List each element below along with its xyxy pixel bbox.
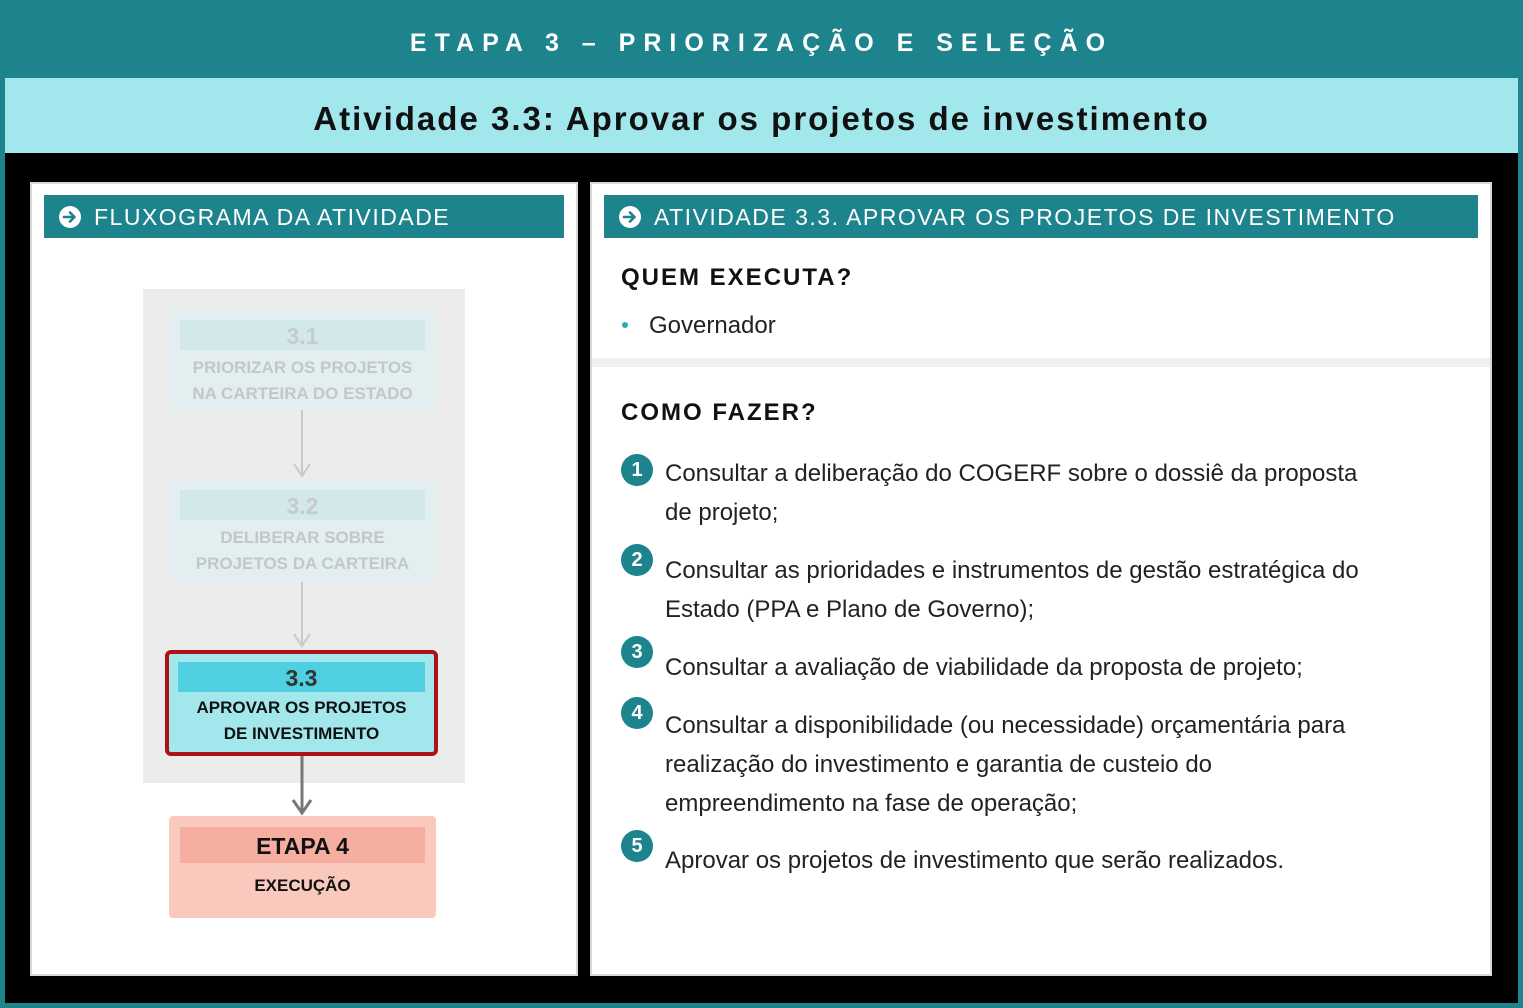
step-number-badge: 2 (621, 544, 653, 576)
step-text-line: Consultar as prioridades e instrumentos de gestão estratégica do (665, 557, 1359, 584)
stage-title: ETAPA 3 – PRIORIZAÇÃO E SELEÇÃO (5, 5, 1518, 78)
flow-step-number: 3.3 (178, 662, 425, 692)
bullet-icon (622, 322, 628, 328)
step-text-line: Consultar a disponibilidade (ou necessidade) orçamentária para (665, 712, 1346, 739)
flow-step-label-line1: PRIORIZAR OS PROJETOS (192, 358, 413, 377)
step-text-line: Consultar a avaliação de viabilidade da proposta de projeto; (665, 654, 1303, 681)
activity-details-header (604, 195, 1478, 238)
step-text (665, 551, 1475, 629)
arrow-right-circle-icon (619, 206, 641, 228)
activity-details-title: ATIVIDADE 3.3. APROVAR OS PROJETOS DE INVESTIMENTO (654, 204, 1396, 230)
flow-step-3-1 (169, 310, 436, 410)
slide-frame (5, 5, 1518, 1003)
flow-step-number: 3.1 (180, 320, 425, 350)
step-text (665, 648, 1475, 687)
step-text-line: empreendimento na fase de operação; (665, 790, 1078, 817)
flow-step-3-2 (169, 480, 436, 582)
activity-details-panel (590, 182, 1492, 976)
step-text (665, 706, 1475, 823)
flow-step-label-line2: NA CARTEIRA DO ESTADO (192, 384, 413, 403)
step-text-line: Aprovar os projetos de investimento que serão realizados. (665, 847, 1285, 874)
flowchart-panel (30, 182, 578, 976)
flow-step-label-line1: EXECUÇÃO (254, 876, 351, 895)
who-executes-heading: QUEM EXECUTA? (621, 264, 854, 291)
step-text-line: realização do investimento e garantia de custeio do (665, 751, 1213, 778)
activity-title: Atividade 3.3: Aprovar os projetos de investimento (5, 78, 1518, 153)
flow-step-label-line2: PROJETOS DA CARTEIRA (195, 554, 410, 573)
flow-step-label-line1: APROVAR OS PROJETOS (196, 698, 407, 717)
step-text-line: Estado (PPA e Plano de Governo); (665, 596, 1035, 623)
who-executes-item: Governador (649, 312, 776, 339)
step-number-badge: 4 (621, 697, 653, 729)
step-number-badge: 3 (621, 636, 653, 668)
step-text (665, 454, 1475, 532)
flowchart-panel-title: FLUXOGRAMA DA ATIVIDADE (94, 204, 451, 230)
step-text-line: de projeto; (665, 499, 779, 526)
step-text (665, 841, 1475, 880)
flow-step-3-3-current (165, 650, 438, 756)
flow-step-etapa-4 (169, 816, 436, 918)
how-to-heading: COMO FAZER? (621, 399, 818, 426)
step-text-line: Consultar a deliberação do COGERF sobre o dossiê da proposta (665, 460, 1358, 487)
flow-step-number: ETAPA 4 (180, 827, 425, 863)
flow-step-label-line2: DE INVESTIMENTO (223, 724, 380, 743)
step-number-badge: 5 (621, 830, 653, 862)
flow-step-number: 3.2 (180, 490, 425, 520)
flow-step-label-line1: DELIBERAR SOBRE (220, 528, 385, 547)
section-divider (592, 358, 1490, 367)
step-number-badge: 1 (621, 454, 653, 486)
